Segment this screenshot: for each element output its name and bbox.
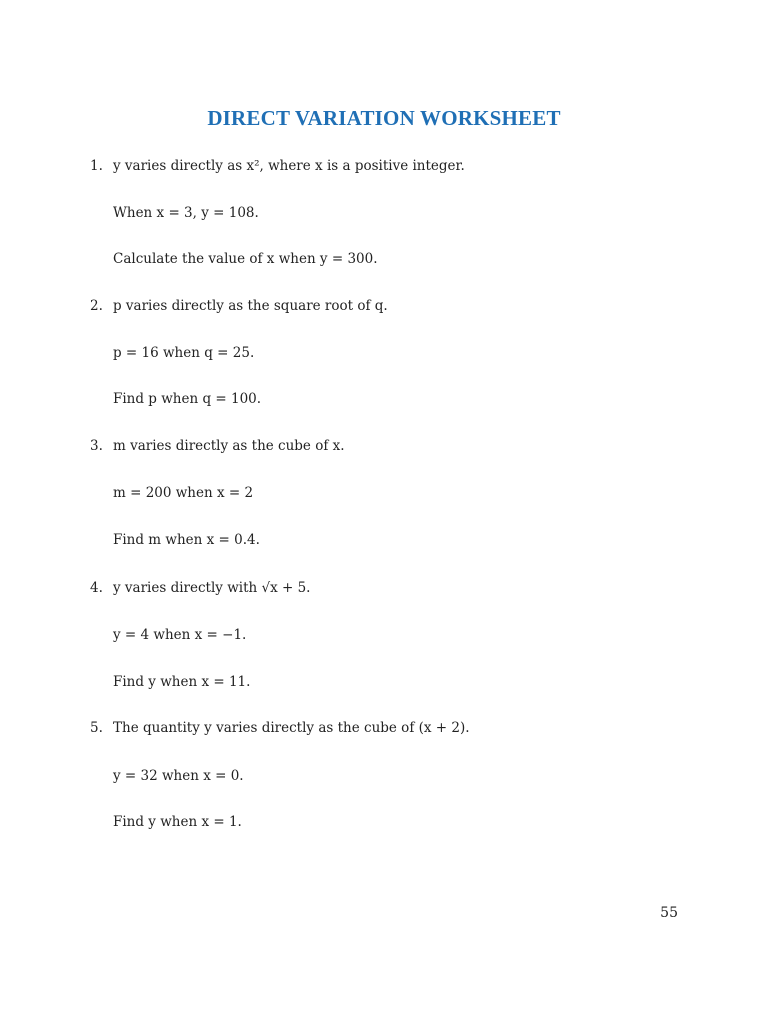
question-task: Find y when x = 1. (113, 814, 242, 830)
question-statement: p varies directly as the square root of q. (113, 298, 388, 314)
question-number: 4. (90, 580, 103, 596)
question-number: 5. (90, 720, 103, 736)
question-number: 1. (90, 158, 103, 174)
question-task: Find y when x = 11. (113, 674, 251, 690)
question-given: m = 200 when x = 2 (113, 485, 254, 501)
question-number: 2. (90, 298, 103, 314)
question-given: p = 16 when q = 25. (113, 345, 255, 361)
question-task: Find p when q = 100. (113, 391, 262, 407)
page-number: 55 (660, 905, 678, 921)
question-statement: The quantity y varies directly as the cube of (x + 2). (113, 720, 470, 736)
question-statement: y varies directly with √x + 5. (113, 580, 311, 596)
question-given: y = 4 when x = −1. (113, 627, 247, 643)
question-number: 3. (90, 438, 103, 454)
question-given: When x = 3, y = 108. (113, 205, 259, 221)
question-given: y = 32 when x = 0. (113, 768, 244, 784)
question-task: Calculate the value of x when y = 300. (113, 251, 378, 267)
question-statement: m varies directly as the cube of x. (113, 438, 345, 454)
question-task: Find m when x = 0.4. (113, 532, 260, 548)
question-statement: y varies directly as x², where x is a positive integer. (113, 158, 465, 174)
page-title: DIRECT VARIATION WORKSHEET (207, 106, 561, 130)
